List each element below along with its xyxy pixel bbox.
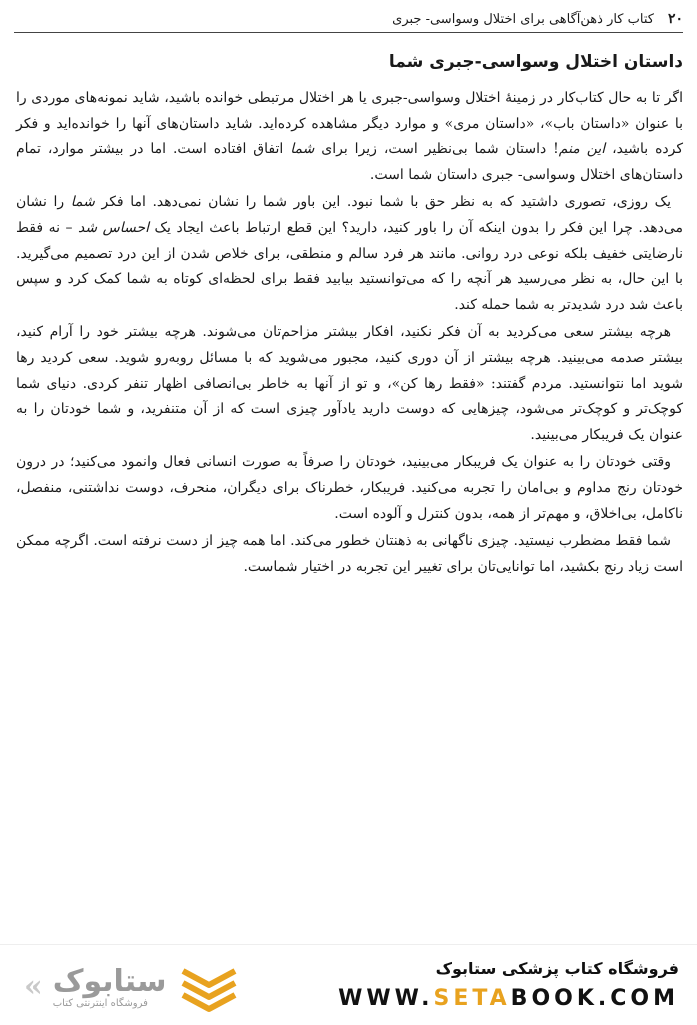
running-header — [14, 6, 683, 33]
paragraph-1-part-c: اتفاق افتاده است. اما در بیشتر موارد، تمام داستان‌های اختلال وسواسی- جبری داستان شما است. — [16, 141, 683, 183]
paragraph-2-part-b: را نشان می‌دهد. چرا این فکر را بدون اینکه آن را باور کنید، دارید؟ این قطع ارتباط باعث ایجاد یک — [16, 194, 683, 236]
stacked-chevrons-logo-icon — [177, 959, 241, 1015]
section-title: داستان اختلال وسواسی-جبری شما — [388, 52, 683, 72]
paragraph-2-part-c: – نه فقط نارضایتی خفیف بلکه نوعی درد روانی. مانند هر فرد سالم و منطقی، برای خلاص شدن از این درد تصمیم می‌گیرید. با این حال، به نظر می‌رسید هر آنچه را که می‌توانستید بیابید فقط برای لحظه‌ای کوتاه به شما کمک کرد و سپس باعث شد درد شدیدتر به شما حمله کند. — [16, 219, 683, 313]
url-prefix: WWW. — [338, 986, 434, 1011]
double-chevron-icon: « — [24, 969, 43, 1004]
shop-url-link[interactable] — [338, 986, 679, 1011]
paragraph-3: هرچه بیشتر سعی می‌کردید به آن فکر نکنید، افکار بیشتر مزاحم‌تان می‌شوند. هرچه بیشتر خود را آرام کنید، بیشتر صدمه می‌بینید. هرچه بیشتر از آن دوری کنید، مجبور می‌شوید که با مسائل روبه‌رو شوید. سعی کردید رها شوید اما نتوانستید. مردم گفتند: «فقط رها کن»، و تو از آنها به خاطر بی‌انصافی اظهار تنفر کردی. دنیای شما کوچک‌تر و کوچک‌تر می‌شود، چیزهایی که دوست دارید یادآور چیزی است که از آن متنفرید، و شما خودتان را به عنوان یک فریبکار می‌بینید. — [16, 324, 683, 443]
paragraph-2-part-a: یک روزی، تصوری داشتید که به نظر حق با شما نبود. این باور شما را نشان نمی‌دهد. اما فکر — [94, 194, 672, 211]
logo-wordmark — [52, 963, 167, 1009]
paragraph-2-emphasis-2: احساس شد — [78, 219, 149, 236]
url-suffix: BOOK.COM — [510, 986, 679, 1011]
paragraph-2-emphasis: شما — [70, 194, 95, 211]
paragraph-5: شما فقط مضطرب نیستید. چیزی ناگهانی به ذهنتان خطور می‌کند. اما همه چیز از دست نرفته است. اگرچه ممکن است زیاد رنج بکشید، اما توانایی‌تان برای تغییر این تجربه در اختیار شماست. — [16, 533, 683, 575]
shop-name: فروشگاه کتاب پزشکی ستابوک — [435, 959, 679, 978]
body-text — [16, 86, 683, 582]
logo-tagline: فروشگاه اینترنتی کتاب — [52, 997, 148, 1009]
running-title: کتاب کار ذهن‌آگاهی برای اختلال وسواسی- جبری — [392, 11, 654, 27]
paragraph-1 — [16, 86, 683, 188]
paragraph-1-part-b: ! داستان شما بی‌نظیر است، زیرا برای — [314, 141, 559, 158]
paragraph-1-emphasis: این منم — [558, 141, 606, 158]
publisher-footer-banner — [0, 944, 697, 1025]
setabook-logo[interactable] — [24, 957, 264, 1017]
paragraph-1-part-a: اگر تا به حال کتاب‌کار در زمینهٔ اختلال وسواسی-جبری یا هر اختلال مرتبطی خوانده باشید، شاید نمونه‌های موردی را با عنوان «داستان باب»، «داستان مری» و موارد دیگر مشاهده کرده‌اید. شاید داستان‌های آنها را خوانده‌اید و فکر کرده باشید، — [16, 90, 684, 158]
brand-text — [338, 959, 679, 1011]
paragraph-1-emphasis-2: شما — [290, 141, 315, 158]
url-highlight: SETA — [433, 986, 511, 1011]
paragraph-2 — [16, 190, 683, 318]
logo-word: ستابوک — [52, 963, 167, 999]
page-number: ۲۰ — [667, 11, 683, 27]
paragraph-4: وقتی خودتان را به عنوان یک فریبکار می‌بینید، خودتان را صرفاً به صورت انسانی فعال وانمود می‌کنید؛ در درون خودتان رنج مداوم و بی‌امان را تجربه می‌کنید. فریبکار، خطرناک برای دیگران، منحرف، دوست نداشتنی، منفصل، ناکامل، بی‌اخلاق، و مهم‌تر از همه، بدون کنترل و آلوده است. — [16, 454, 683, 522]
